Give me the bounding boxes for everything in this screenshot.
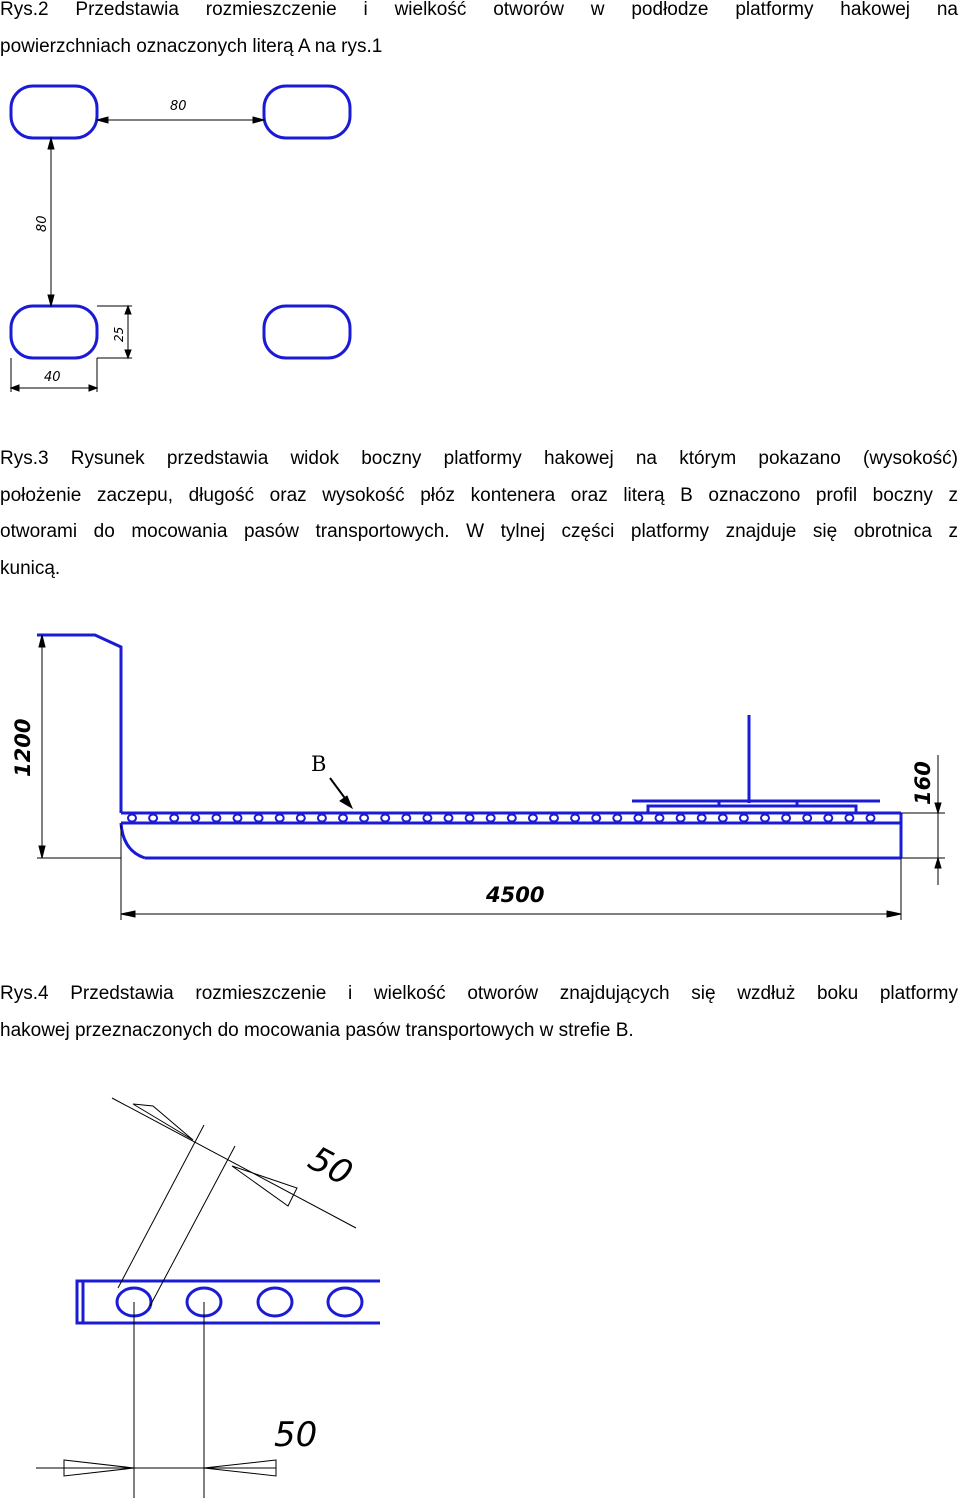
side-hole xyxy=(423,815,431,822)
paragraph-rys3 xyxy=(0,441,958,587)
dim-label-profile: 160 xyxy=(911,761,935,805)
side-hole xyxy=(677,815,685,822)
figure-side-view xyxy=(0,625,960,935)
side-hole xyxy=(234,815,242,822)
side-hole xyxy=(402,815,410,822)
side-hole xyxy=(466,815,474,822)
side-hole xyxy=(508,815,516,822)
hole-bottom-right xyxy=(264,306,350,358)
paragraph-rys2 xyxy=(0,0,958,65)
text-line: kunicą. xyxy=(0,557,61,579)
dim-label-horizontal: 80 xyxy=(170,99,187,114)
side-hole xyxy=(845,815,853,822)
paragraph-rys4 xyxy=(0,976,958,1049)
side-hole xyxy=(487,815,495,822)
side-hole xyxy=(571,815,579,822)
side-hole xyxy=(339,815,347,822)
side-hole xyxy=(149,815,157,822)
side-hole xyxy=(529,815,537,822)
figure-hole-layout xyxy=(0,80,360,480)
side-hole xyxy=(128,815,136,822)
profile-strip xyxy=(77,1281,380,1323)
side-hole xyxy=(740,815,748,822)
side-hole xyxy=(592,815,600,822)
dim-label-height: 1200 xyxy=(11,718,35,777)
text-line: hakowej przeznaczonych do mocowania pasów transportowych w strefie B. xyxy=(0,1019,634,1041)
hole-top-left xyxy=(11,86,97,138)
side-hole xyxy=(297,815,305,822)
side-hole xyxy=(381,815,389,822)
side-hole xyxy=(212,815,220,822)
label-b: B xyxy=(311,752,327,776)
side-hole xyxy=(761,815,769,822)
side-hole xyxy=(360,815,368,822)
hole-bottom-left xyxy=(11,306,97,358)
text-line: Rys.3 Rysunek przedstawia widok boczny platformy hakowej na którym pokazano (wysokość) xyxy=(0,448,958,469)
side-hole xyxy=(719,815,727,822)
dim-label-hole-height: 25 xyxy=(112,326,126,342)
side-hole xyxy=(613,815,621,822)
side-hole xyxy=(255,815,263,822)
dim-label-horizontal: 50 xyxy=(274,1415,318,1455)
dim-label-hole-width: 40 xyxy=(44,370,61,385)
hole-top-right xyxy=(264,86,350,138)
side-hole xyxy=(550,815,558,822)
text-line: Rys.4 Przedstawia rozmieszczenie i wielkość otworów znajdujących się wzdłuż boku platformy xyxy=(0,983,958,1004)
side-hole xyxy=(318,815,326,822)
side-hole xyxy=(782,815,790,822)
side-hole xyxy=(698,815,706,822)
dim-label-diagonal: 50 xyxy=(301,1138,359,1195)
side-hole xyxy=(803,815,811,822)
platform-outline xyxy=(37,635,901,858)
dim-label-vertical: 80 xyxy=(35,215,50,232)
side-hole xyxy=(445,815,453,822)
dim-label-length: 4500 xyxy=(486,883,545,907)
text-line: Rys.2 Przedstawia rozmieszczenie i wielkość otworów w podłodze platformy hakowej na xyxy=(0,0,958,20)
side-hole xyxy=(276,815,284,822)
side-hole xyxy=(634,815,642,822)
side-hole xyxy=(656,815,664,822)
text-line: położenie zaczepu, długość oraz wysokość płóz kontenera oraz literą B oznaczono profil boczny z xyxy=(0,484,958,506)
side-hole xyxy=(867,815,875,822)
text-line: powierzchniach oznaczonych literą A na rys.1 xyxy=(0,35,383,57)
text-line: otworami do mocowania pasów transportowych. W tylnej części platformy znajduje się obrotnica z xyxy=(0,521,958,542)
side-hole xyxy=(824,815,832,822)
side-hole xyxy=(170,815,178,822)
side-hole xyxy=(191,815,199,822)
figure-hole-detail xyxy=(0,1090,400,1500)
